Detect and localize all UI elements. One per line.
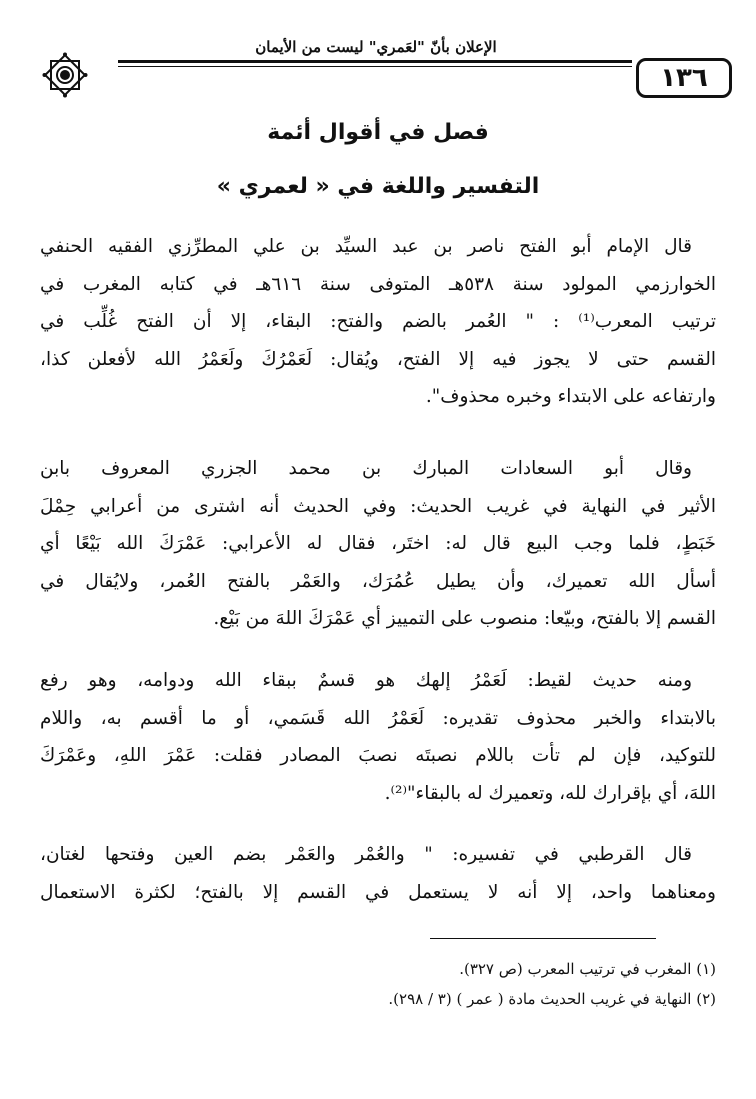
- page-number: ١٣٦: [636, 58, 732, 98]
- text-line: وارتفاعه على الابتداء وخبره محذوف".: [425, 386, 716, 407]
- text-line: قال القرطبي في تفسيره: " والعُمْر والعَمْر بضم العين وفتحها لغتان،: [40, 844, 692, 865]
- text-line: أسأل الله تعميرك، وأن يطيل عُمُرَك، والعَمْر بالفتح العُمر، ولايُقال في: [40, 570, 716, 592]
- text-line: ترتيب المعرب⁽¹⁾ : " العُمر بالضم والفتح: البقاء، إلا أن الفتح غُلِّب في: [40, 311, 716, 332]
- text-line: بالابتداء والخبر محذوف تقديره: لَعَمْرُ الله قَسَمي، أو ما أقسم به، واللام: [40, 707, 716, 729]
- paragraph-qurtubi: [40, 836, 716, 911]
- section-heading: فصل في أقوال أئمة: [267, 120, 489, 145]
- footnote-1: (١) المغرب في ترتيب المعرب (ص ٣٢٧).: [459, 960, 716, 978]
- header-rule-thin: [118, 66, 632, 67]
- text-line: ومعناهما واحد، إلا أنه لا يستعمل في القسم إلا بالفتح؛ لكثرة الاستعمال: [40, 881, 716, 903]
- text-line: ومنه حديث لقيط: لَعَمْرُ إلهك هو قسمٌ ببقاء الله ودوامه، وهو رفع: [40, 670, 692, 691]
- paragraph-laqit: [40, 662, 716, 812]
- text-line: الأثير في النهاية في غريب الحديث: وفي الحديث أنه اشترى من أعرابي حِمْلَ: [40, 495, 716, 517]
- text-line: للتوكيد، فإن لم تأت باللام نصبتَه نصبَ المصادر فقلت: عَمْرَ اللهِ، وعَمْرَكَ: [40, 745, 716, 766]
- text-line: خَبَطٍ، فلما وجب البيع قال له: اختَر، فقال له الأعرابي: عَمْرَكَ الله بَيْعًا أي: [40, 533, 716, 554]
- footnote-separator: [430, 938, 656, 939]
- header-rule: [118, 60, 632, 63]
- text-line: القسم إلا بالفتح، وبيّعا: منصوب على التمييز أي عَمْرَكَ اللهَ من بَيْع.: [213, 608, 716, 629]
- text-line: اللهَ، أي بإقرارك لله، وتعميرك له بالبقاء"⁽²⁾.: [384, 782, 716, 804]
- text-line: الخوارزمي المولود سنة ٥٣٨هـ المتوفى سنة ٦١٦هـ في كتابه المغرب في: [40, 273, 717, 295]
- text-line: قال الإمام أبو الفتح ناصر بن عبد السيِّد بن علي المطرِّزي الفقيه الحنفي: [40, 236, 692, 257]
- running-header-title: الإعلان بأنّ "لعَمري" ليست من الأيمان: [255, 38, 497, 56]
- section-subheading: التفسير واللغة في « لعمري »: [216, 174, 540, 199]
- running-header: [28, 38, 732, 108]
- paragraph-ibn-al-athir: [40, 450, 716, 638]
- text-line: وقال أبو السعادات المبارك بن محمد الجزري المعروف بابن: [40, 458, 692, 479]
- footnote-2: (٢) النهاية في غريب الحديث مادة ( عمر ) (٣ / ٢٩٨).: [388, 990, 716, 1008]
- eight-point-star-ornament-icon: [42, 52, 88, 98]
- paragraph-mutarrizi: [40, 228, 716, 416]
- text-line: القسم حتى لا يجوز فيه إلا الفتح، ويُقال: لَعَمْرُكَ ولَعَمْرُ الله لأفعلن كذا،: [40, 348, 716, 370]
